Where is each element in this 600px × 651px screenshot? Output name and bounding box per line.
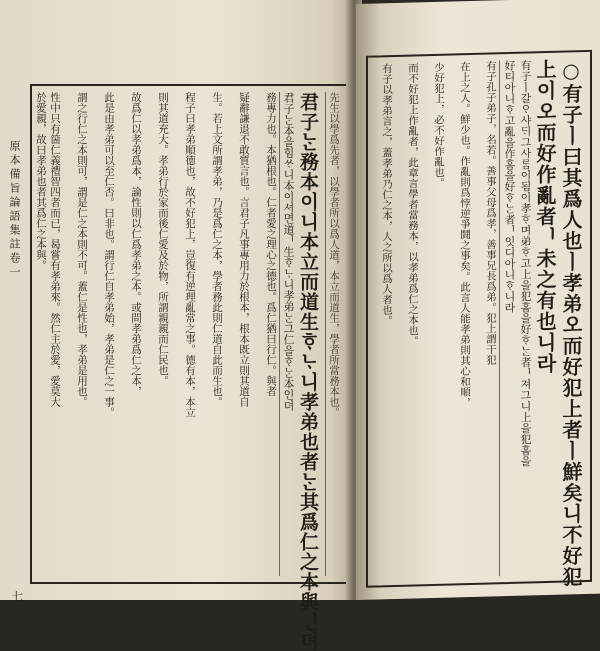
commentary-line: 少好犯上，必不好作亂也。 [433,61,445,188]
commentary-line: 則其道充大。孝弟行於家而後仁愛及於物，所謂親親而仁民也。 [157,92,169,386]
commentary-line: 有子孔子弟子，名若。善事父母爲孝，善事兄長爲弟。犯上謂干犯 [485,60,497,366]
commentary-line: 程子曰孝弟順德也，故不好犯上，豈復有逆理亂常之事。德有本，本立 [184,92,196,418]
left-text-frame [30,84,348,651]
commentary-line: 疑辭謙退不敢質言也。言君子凡事專用力於根本，根本既立則其道自 [238,92,250,407]
commentary-line: 於愛親，故曰孝弟也者其爲仁之本與。 [35,92,47,271]
commentary-line: 在上之人。鮮少也。作亂則爲悖逆爭鬪之事矣。此言人能孝弟則其心和順， [459,60,471,408]
commentary-line: 生。若上文所謂孝弟，乃是爲仁之本，學者務此則仁道自此而生也。 [211,92,223,407]
main-text: 君子ᄂᆞᆫ務本이니本立而道生ᄒᆞᄂᆞ니孝弟也者ᄂᆞᆫ其爲仁之本與ᅟᅵᆫ뎌 [297,92,319,651]
commentary-line: 此是由孝弟可以至仁否。曰非也。謂行仁自孝弟始，孝弟是仁之一事。 [103,92,115,418]
commentary-line: 而不好犯上作亂者，此章言學者當務本，以孝弟爲仁之本也。 [407,62,419,347]
right-text-frame [366,50,592,588]
commentary-line: 有子以孝弟言之，蓋孝弟乃仁之本，人之所以爲人者也。 [381,63,393,326]
commentary-line: 謂之行仁之本則可，謂是仁之本則不可。蓋仁是性也，孝弟是用也。 [76,92,88,407]
column-rule [279,92,280,576]
gloss-text: 君子ᄂᆞᆫ本을힘ᄊᆞ니本이셔면道ᅵ生ᄒᆞᄂᆞ니孝弟ᄂᆞᆫ그仁을ᄒᆞᄂᆞᆫ本인뎌 [282,92,295,411]
main-text-continued: 上이오而好作亂者ᅵ未之有也니라 [533,58,557,375]
commentary-line: 故爲仁以孝弟爲本，論性則以仁爲孝弟之本。或問孝弟爲仁之本， [130,92,142,397]
column-rule [499,60,500,576]
column-rule [325,92,326,576]
top-note: 先生以學爲先者，以學者所以爲人道，本立而道生，學者所當務本也。 [328,92,340,418]
gloss-text: 有子ㅣ갈ᄋᆞ샤ᄃᆡ그사ᄅᆞᆷ이됨이孝ᄒᆞ며弟ᄒᆞ고上을犯홈을好ᄒᆞᄂᆞᆫ者ᅵ져그니上을犯홈을 [519,59,532,467]
gloss-text-continued: 好티아니ᄒᆞ고亂을作홈을好ᄒᆞᄂᆞᆫ者ᅵ잇디아니ᄒᆞ니라 [503,59,516,314]
main-text: ○有子ㅣ曰其爲人也ㅣ孝弟오而好犯上者ㅣ鮮矣니不好犯 [559,58,583,588]
commentary-line: 務專力也。本猶根也。仁者愛之理心之德也。爲仁猶曰行仁。與者 [265,92,277,397]
commentary-line: 性中只有箇仁義禮智四者而已，曷嘗有孝弟來。然仁主於愛，愛莫大 [49,92,61,407]
running-title: 原本備旨論語集註卷一 [8,140,21,280]
right-page [356,0,600,600]
page-number: 七 [12,590,23,603]
